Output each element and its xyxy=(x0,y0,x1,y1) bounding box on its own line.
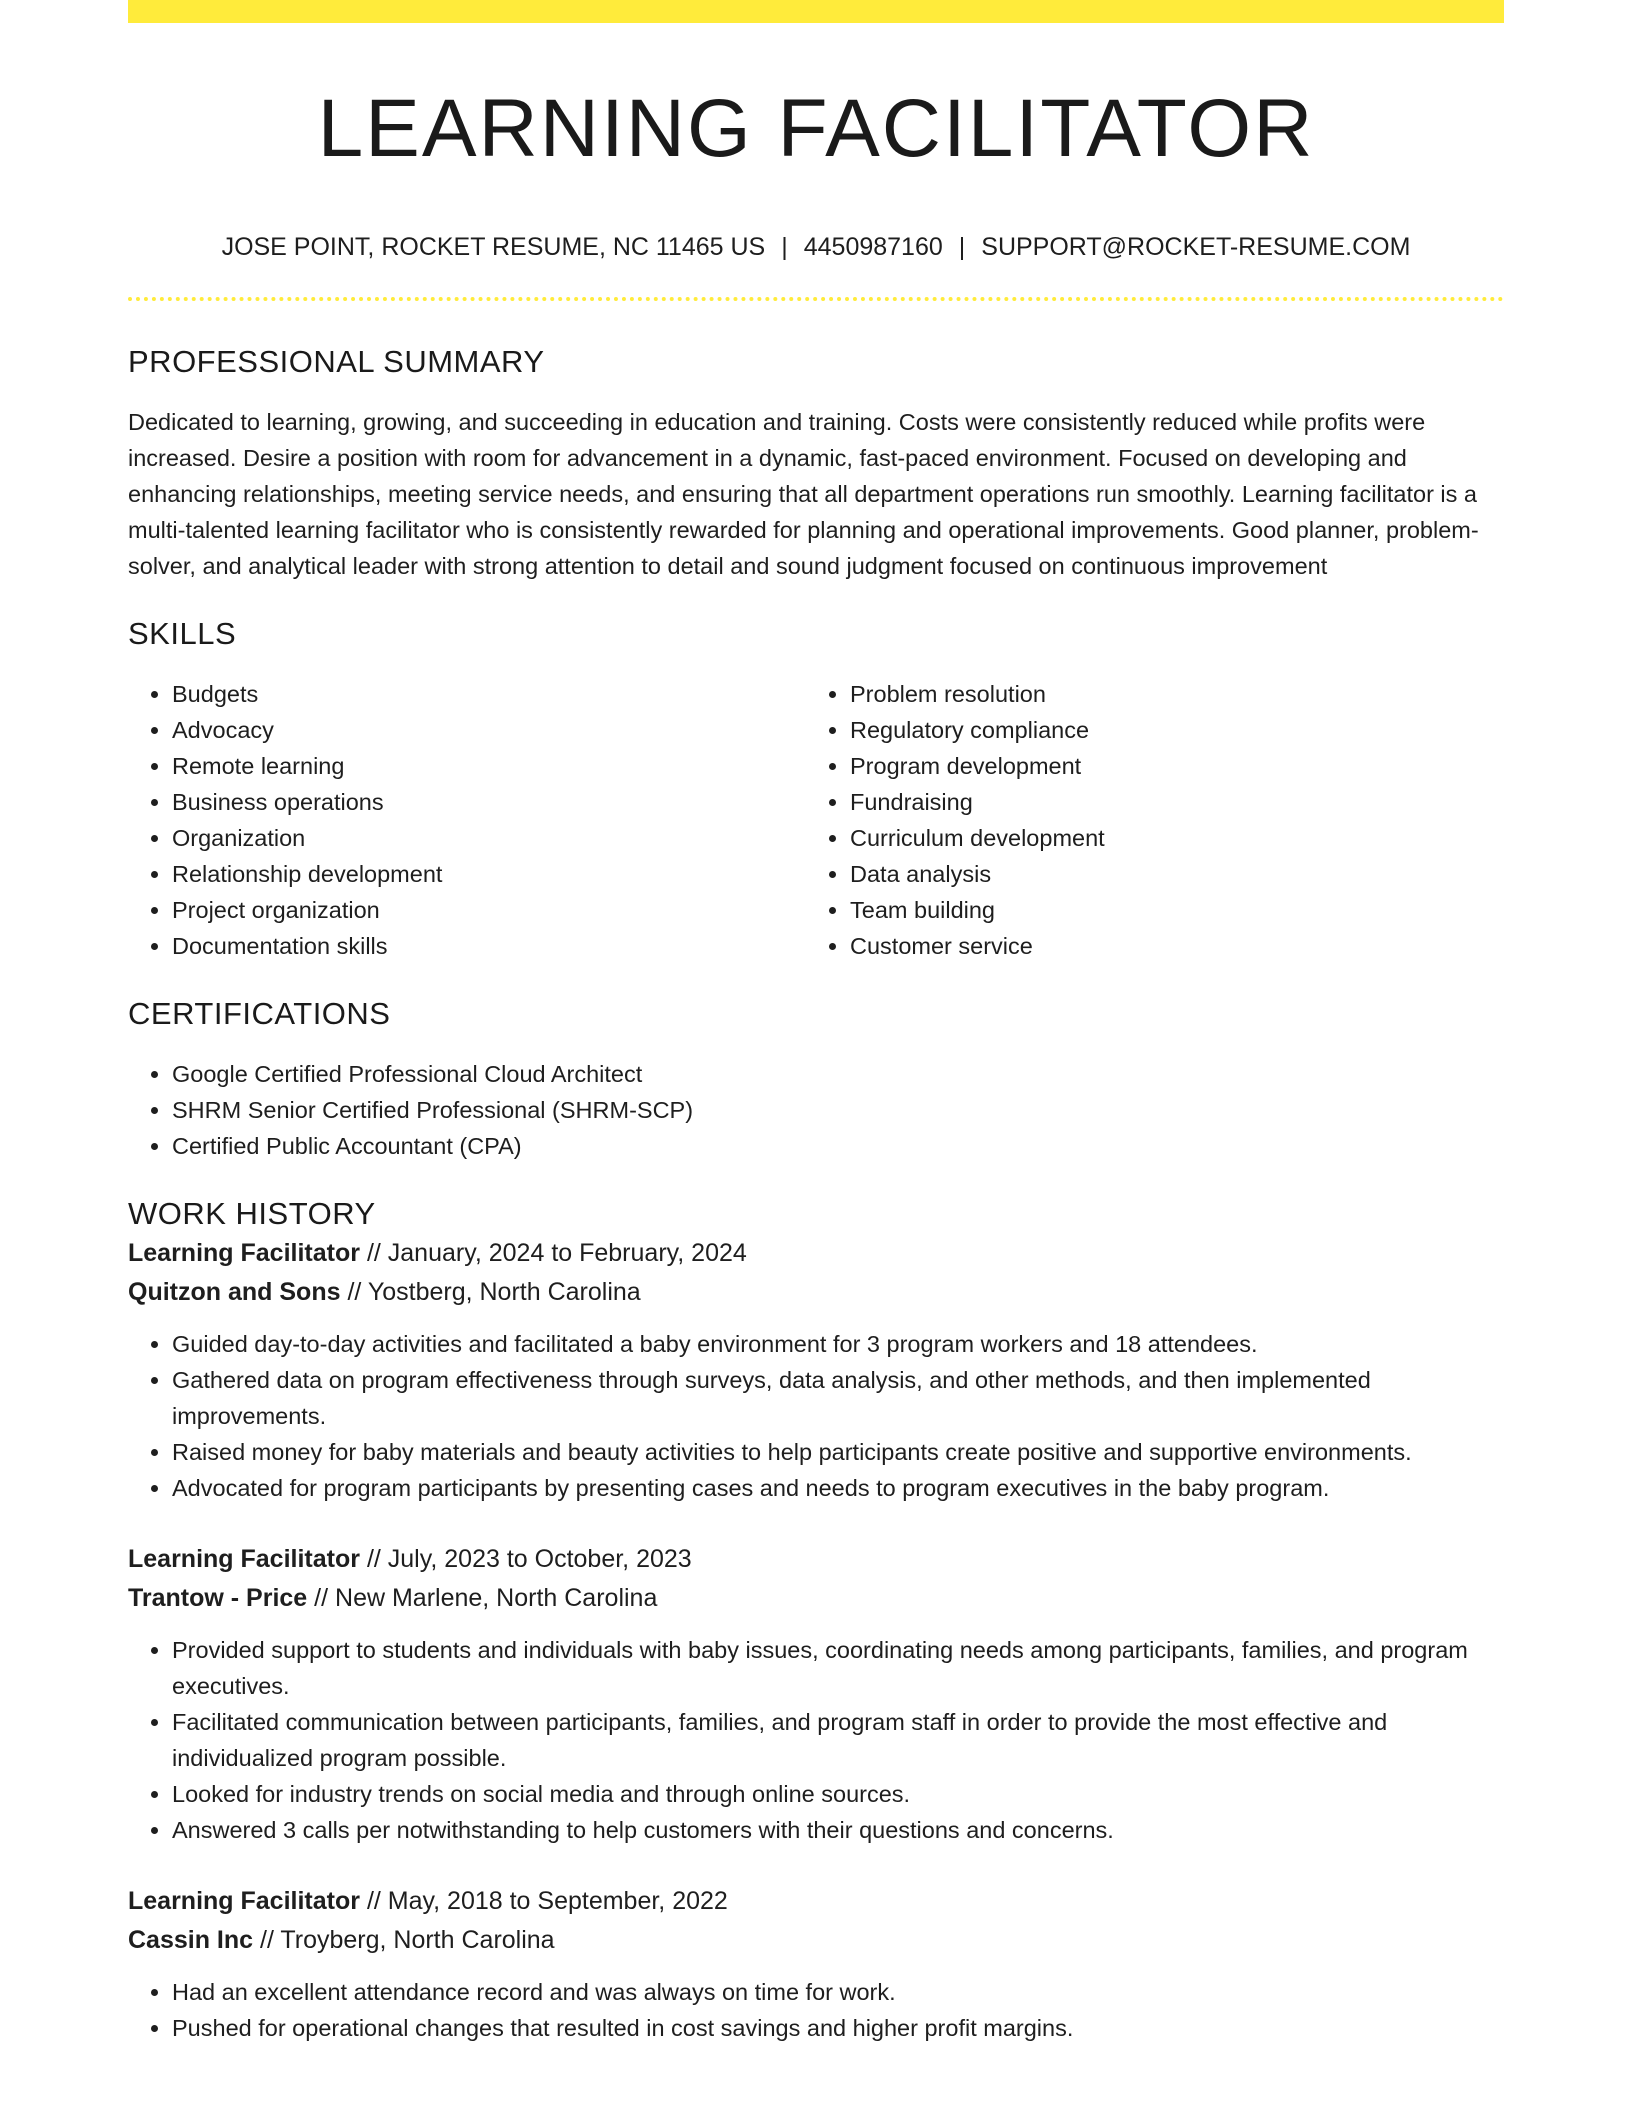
skill-item: • Project organization xyxy=(172,892,806,928)
job-bullets xyxy=(128,1326,1504,1506)
job-location: // Troyberg, North Carolina xyxy=(260,1926,555,1954)
job-location: // Yostberg, North Carolina xyxy=(347,1278,641,1306)
job-company-line xyxy=(128,1273,1504,1312)
dotted-divider xyxy=(128,297,1504,301)
skill-item: • Budgets xyxy=(172,676,806,712)
job-role-line xyxy=(128,1234,1504,1273)
section-title-work-history: WORK HISTORY xyxy=(128,1196,376,1231)
skill-item: • Business operations xyxy=(172,784,806,820)
job-bullet: • Had an excellent attendance record and was always on time for work. xyxy=(172,1974,1504,2010)
certification-item: • Google Certified Professional Cloud Architect xyxy=(172,1056,1504,1092)
job-entry xyxy=(128,1882,1504,2046)
skill-item: • Remote learning xyxy=(172,748,806,784)
job-bullets xyxy=(128,1632,1504,1848)
job-bullet: • Pushed for operational changes that resulted in cost savings and higher profit margins. xyxy=(172,2010,1504,2046)
certifications-list xyxy=(128,1056,1504,1164)
certification-item: • Certified Public Accountant (CPA) xyxy=(172,1128,1504,1164)
job-company: Trantow - Price xyxy=(128,1584,308,1612)
skill-item: • Problem resolution xyxy=(850,676,1484,712)
skills-column-right xyxy=(806,676,1484,964)
section-title-certifications: CERTIFICATIONS xyxy=(128,996,391,1031)
job-bullets xyxy=(128,1974,1504,2046)
skill-item: • Relationship development xyxy=(172,856,806,892)
job-dates: // July, 2023 to October, 2023 xyxy=(366,1545,692,1573)
skill-item: • Fundraising xyxy=(850,784,1484,820)
section-title-summary: PROFESSIONAL SUMMARY xyxy=(128,344,545,379)
job-bullet: • Facilitated communication between participants, families, and program staff in order to provide the most effective and individualized program possible. xyxy=(172,1704,1504,1776)
job-bullet: • Advocated for program participants by presenting cases and needs to program executives in the baby program. xyxy=(172,1470,1504,1506)
certification-item: • SHRM Senior Certified Professional (SHRM-SCP) xyxy=(172,1092,1504,1128)
job-bullet: • Provided support to students and individuals with baby issues, coordinating needs among participants, families, and program executives. xyxy=(172,1632,1504,1704)
skills-list xyxy=(128,676,1504,964)
contact-separator: | xyxy=(781,233,788,261)
skill-item: • Documentation skills xyxy=(172,928,806,964)
contact-line xyxy=(128,231,1504,263)
job-role: Learning Facilitator xyxy=(128,1545,360,1573)
job-role: Learning Facilitator xyxy=(128,1887,360,1915)
job-bullet: • Guided day-to-day activities and facilitated a baby environment for 3 program workers and 18 attendees. xyxy=(172,1326,1504,1362)
skill-item: • Team building xyxy=(850,892,1484,928)
contact-address: JOSE POINT, ROCKET RESUME, NC 11465 US xyxy=(221,233,766,261)
skills-column-left xyxy=(128,676,806,964)
job-dates: // May, 2018 to September, 2022 xyxy=(366,1887,728,1915)
skill-item: • Customer service xyxy=(850,928,1484,964)
resume-page xyxy=(128,0,1504,2112)
job-dates: // January, 2024 to February, 2024 xyxy=(366,1239,747,1267)
job-company: Cassin Inc xyxy=(128,1926,254,1954)
skill-item: • Advocacy xyxy=(172,712,806,748)
contact-separator: | xyxy=(958,233,966,261)
job-role: Learning Facilitator xyxy=(128,1239,360,1267)
job-entry xyxy=(128,1234,1504,1506)
contact-phone: 4450987160 xyxy=(803,233,943,261)
job-entry xyxy=(128,1540,1504,1848)
skill-item: • Regulatory compliance xyxy=(850,712,1484,748)
job-role-line xyxy=(128,1882,1504,1921)
contact-email: SUPPORT@ROCKET-RESUME.COM xyxy=(981,233,1411,261)
job-bullet: • Gathered data on program effectiveness through surveys, data analysis, and other methods, and then implemented improvements. xyxy=(172,1362,1504,1434)
accent-bar xyxy=(128,0,1504,23)
job-company-line xyxy=(128,1921,1504,1960)
section-title-skills: SKILLS xyxy=(128,616,237,651)
skill-item: • Program development xyxy=(850,748,1484,784)
job-bullet: • Looked for industry trends on social media and through online sources. xyxy=(172,1776,1504,1812)
job-bullet: • Raised money for baby materials and beauty activities to help participants create positive and supportive environments. xyxy=(172,1434,1504,1470)
job-location: // New Marlene, North Carolina xyxy=(314,1584,658,1612)
job-company: Quitzon and Sons xyxy=(128,1278,341,1306)
resume-title: LEARNING FACILITATOR xyxy=(317,83,1315,174)
skill-item: • Curriculum development xyxy=(850,820,1484,856)
skill-item: • Organization xyxy=(172,820,806,856)
job-bullet: • Answered 3 calls per notwithstanding to help customers with their questions and concerns. xyxy=(172,1812,1504,1848)
job-company-line xyxy=(128,1579,1504,1618)
summary-text: Dedicated to learning, growing, and succeeding in education and training. Costs were consistently reduced while profits were increased. Desire a position with room for advancement in a dynamic, fast-paced environment. Focused on developing and enhancing relationships, meeting service needs, and ensuring that all department operations run smoothly. Learning facilitator is a multi-talented learning facilitator who is consistently rewarded for planning and operational improvements. Good planner, problem-solver, and analytical leader with strong attention to detail and sound judgment focused on continuous improvement xyxy=(128,409,1479,579)
job-role-line xyxy=(128,1540,1504,1579)
skill-item: • Data analysis xyxy=(850,856,1484,892)
